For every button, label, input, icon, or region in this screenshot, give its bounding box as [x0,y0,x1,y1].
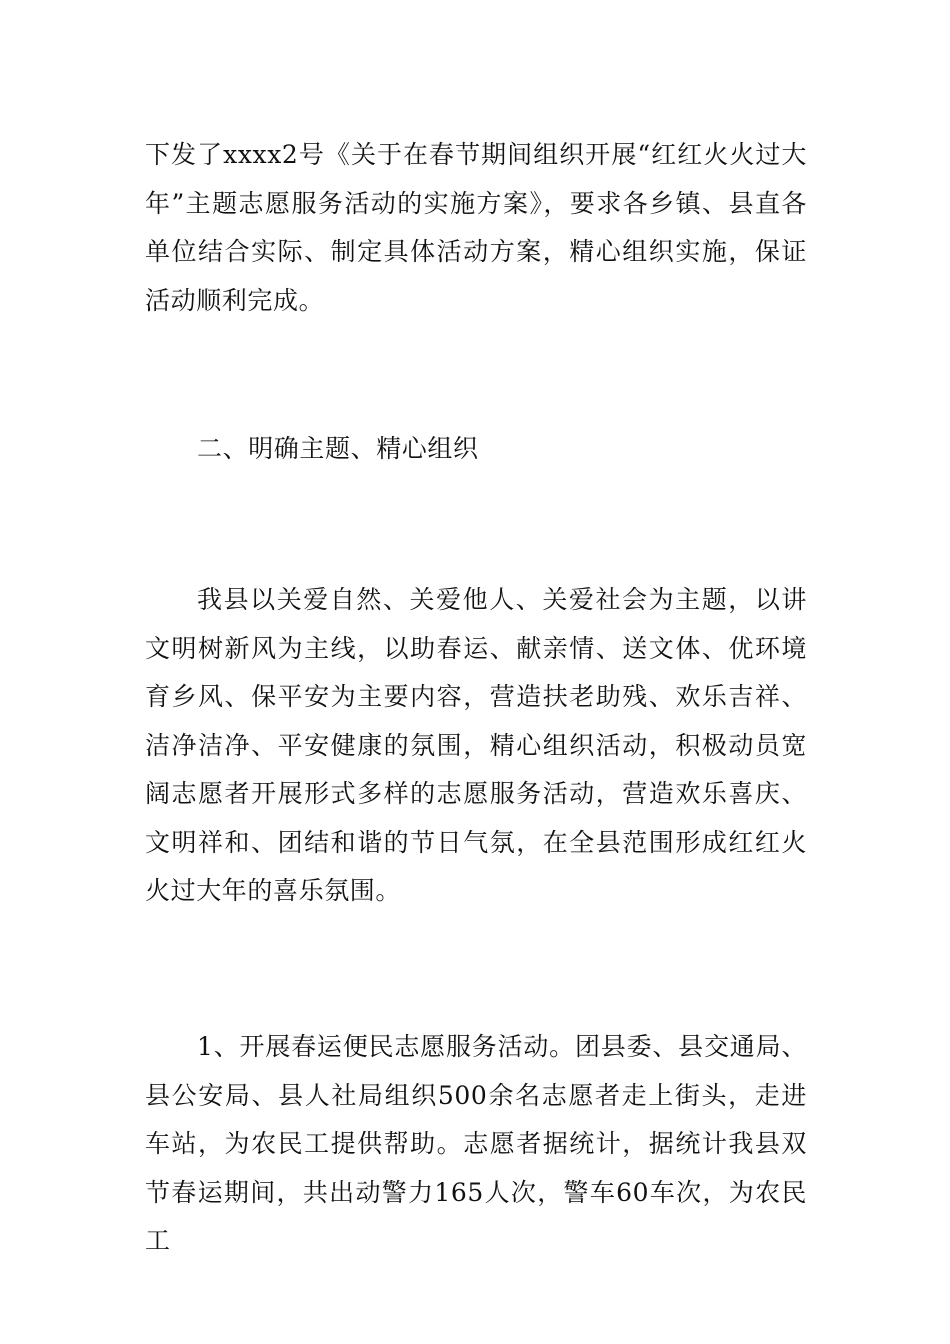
paragraph-theme: 我县以关爱自然、关爱他人、关爱社会为主题，以讲文明树新风为主线，以助春运、献亲情、送文体、优环境育乡风、保平安为主要内容，营造扶老助残、欢乐吉祥、洁净洁净、平安健康的氛围，精心组织活动，积极动员宽阔志愿者开展形式多样的志愿服务活动，营造欢乐喜庆、文明祥和、团结和谐的节日气氛，在全县范围形成红红火火过大年的喜乐氛围。 [145,585,807,905]
paragraph-continuation: 下发了xxxx2号《关于在春节期间组织开展“红红火火过大年”主题志愿服务活动的实施方案》，要求各乡镇、县直各单位结合实际、制定具体活动方案，精心组织实施，保证活动顺利完成。 [145,140,807,315]
paragraph-item-1: 1、开展春运便民志愿服务活动。团县委、县交通局、县公安局、县人社局组织500余名志愿者走上街头，走进车站，为农民工提供帮助。志愿者据统计，据统计我县双节春运期间，共出动警力165人次，警车60车次，为农民工 [145,1032,807,1255]
section-heading: 二、明确主题、精心组织 [197,434,479,463]
